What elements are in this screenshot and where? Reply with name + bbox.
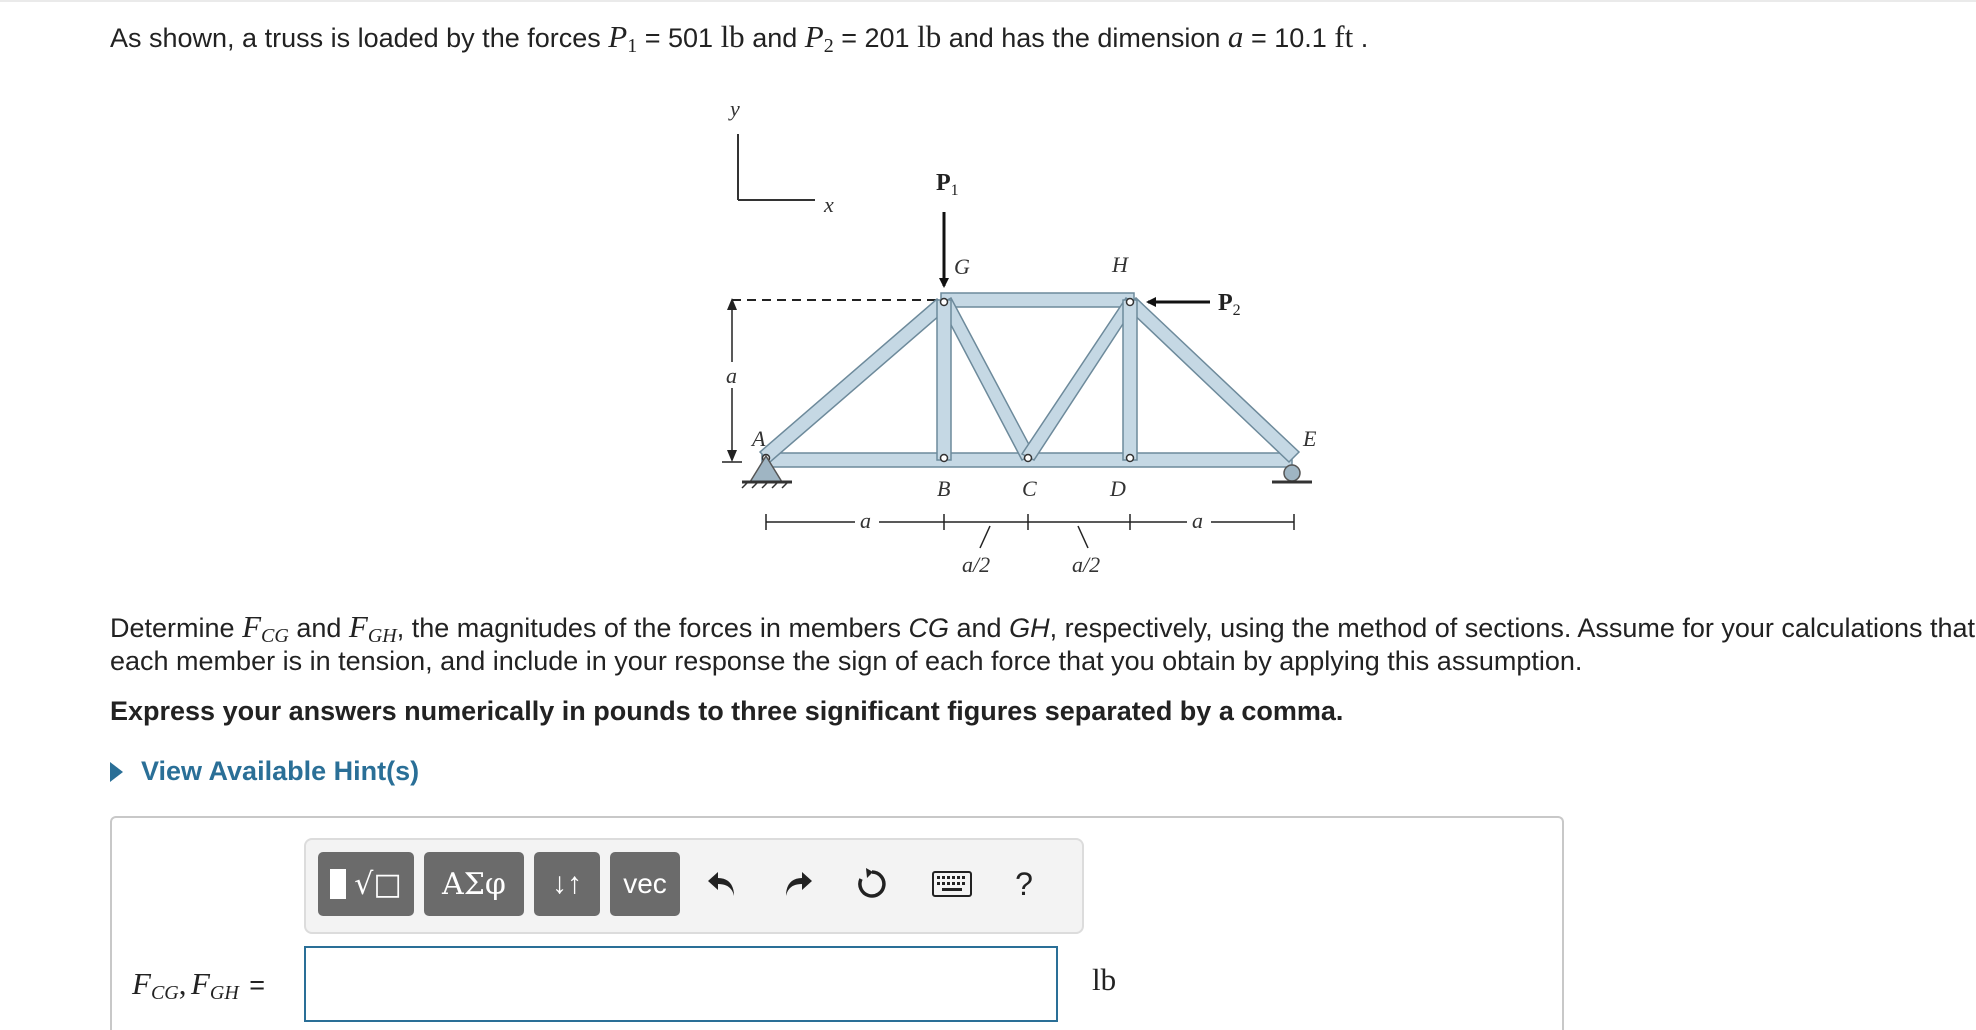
label-p1: $P_1$ xyxy=(936,170,959,199)
member-GC xyxy=(940,298,1034,460)
reset-icon[interactable] xyxy=(850,862,894,906)
label-p2: $P_2$ xyxy=(1218,290,1241,319)
label-x: x xyxy=(824,192,834,217)
undo-icon[interactable] xyxy=(700,862,744,906)
label-a2-right: a/2 xyxy=(1072,552,1101,577)
label-a-left: a xyxy=(860,508,871,533)
help-button[interactable]: ? xyxy=(1015,865,1033,902)
top-divider xyxy=(0,0,1976,2)
member-HE xyxy=(1127,298,1299,462)
axes-icon xyxy=(738,134,815,200)
member-CH xyxy=(1022,298,1136,460)
expand-triangle-icon xyxy=(110,762,123,782)
cursor-block-icon xyxy=(330,869,346,899)
truss-members xyxy=(760,293,1299,467)
label-A: A xyxy=(752,426,766,451)
member-BG xyxy=(937,300,951,460)
label-E: E xyxy=(1303,426,1317,451)
answer-input[interactable] xyxy=(304,946,1058,1022)
question-line-1: Determine $F_{CG}$ and $F_{GH}$, the magnitudes of the forces in members CG and GH, respectively, using the method of sections. Assume for your calculations that xyxy=(110,609,1976,647)
fcg-symbol: $F_{CG}$ xyxy=(242,609,289,647)
question-line-2: each member is in tension, and include in your response the sign of each force that you obtain by applying this assumption. xyxy=(110,646,1583,676)
member-DH xyxy=(1123,300,1137,460)
answer-unit: lb xyxy=(1092,962,1117,997)
answer-label: $F_{CG}$, $F_{GH}$ = xyxy=(132,966,265,1004)
redo-icon[interactable] xyxy=(776,862,820,906)
subscript-superscript-button[interactable]: ↓↑ xyxy=(534,852,600,916)
instruction-text: Express your answers numerically in pounds to three significant figures separated by a comma. xyxy=(110,696,1344,726)
truss-figure xyxy=(700,90,1340,610)
keyboard-icon[interactable] xyxy=(926,862,978,906)
label-a-vertical: a xyxy=(726,363,737,388)
templates-button[interactable]: √□ xyxy=(318,852,414,916)
p2-symbol: $P_2$ xyxy=(804,19,834,57)
horizontal-dimension xyxy=(766,514,1294,548)
label-D: D xyxy=(1110,476,1126,501)
member-AG xyxy=(760,299,947,462)
vector-button[interactable]: vec xyxy=(610,852,680,916)
problem-statement: As shown, a truss is loaded by the forces $P_1 = 501$ lb and $P_2 = 201$ lb and has the dimension a = 10.1 ft . xyxy=(110,19,1369,57)
label-G: G xyxy=(954,254,970,279)
label-a2-left: a/2 xyxy=(962,552,991,577)
label-C: C xyxy=(1022,476,1037,501)
view-hints-link[interactable]: View Available Hint(s) xyxy=(110,756,419,787)
member-GH xyxy=(941,293,1134,307)
fgh-symbol: $F_{GH}$ xyxy=(348,609,397,647)
p1-symbol: $P_1$ xyxy=(608,19,638,57)
label-y: y xyxy=(730,96,740,121)
label-H: H xyxy=(1112,252,1128,277)
greek-symbols-button[interactable]: ΑΣφ xyxy=(424,852,524,916)
label-B: B xyxy=(937,476,951,501)
label-a-right: a xyxy=(1192,508,1203,533)
